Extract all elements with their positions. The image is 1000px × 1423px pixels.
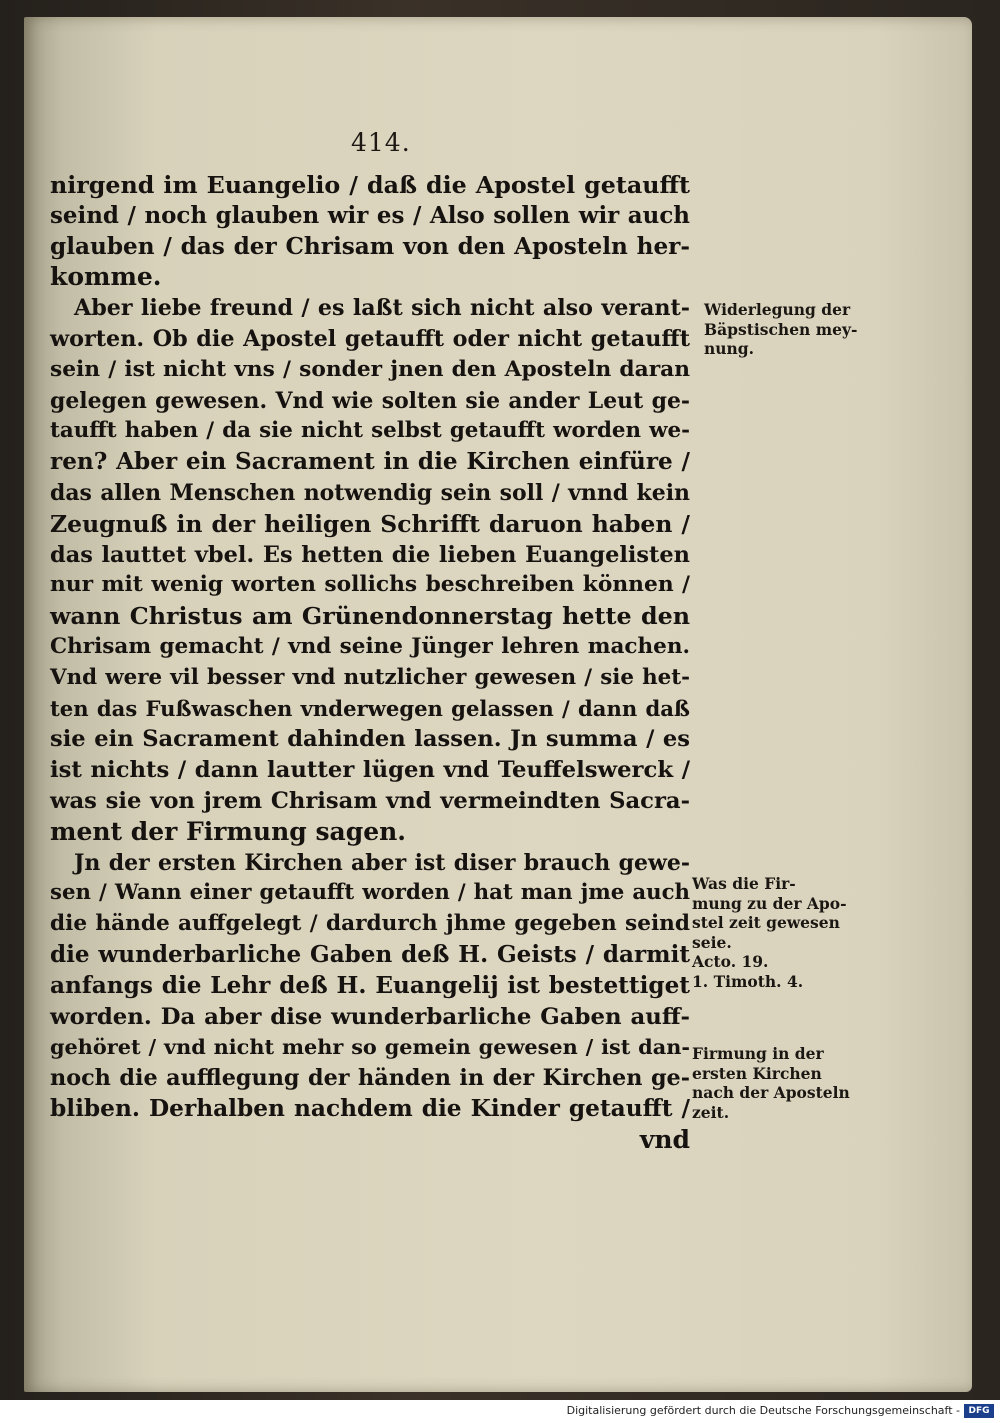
catchword: vnd	[639, 1124, 690, 1154]
text-line: das allen Menschen notwendig sein soll / vnnd kein	[50, 479, 690, 506]
text-line: bliben. Derhalben nachdem die Kinder getaufft /	[50, 1094, 690, 1122]
marginal-note-line: seie.	[692, 932, 732, 952]
marginal-note-line: Was die Fir-	[692, 874, 796, 893]
marginal-note-line: Widerlegung der	[704, 300, 851, 319]
text-line: wann Christus am Grünendonnerstag hette den	[50, 602, 690, 631]
marginal-note-line: Bäpstischen mey-	[704, 319, 858, 339]
text-line: Chrisam gemacht / vnd seine Jünger lehren machen.	[50, 633, 690, 659]
main-text-block	[50, 170, 690, 1156]
marginal-note	[704, 300, 857, 359]
text-line: Jn der ersten Kirchen aber ist diser brauch gewe-	[74, 849, 690, 876]
marginal-note-line: nach der Aposteln	[692, 1083, 850, 1102]
marginal-note-line: ersten Kirchen	[692, 1063, 822, 1083]
digitization-footer	[0, 1400, 1000, 1423]
text-line: taufft haben / da sie nicht selbst getaufft worden we-	[50, 418, 690, 444]
marginal-note	[692, 874, 847, 991]
text-line: Aber liebe freund / es laßt sich nicht also verant-	[74, 295, 690, 322]
text-line: das lauttet vbel. Es hetten die lieben Euangelisten	[50, 541, 690, 568]
text-line: glauben / das der Chrisam von den Aposteln her-	[50, 232, 690, 260]
text-line: nur mit wenig worten sollichs beschreiben können /	[50, 572, 690, 598]
text-line: ren? Aber ein Sacrament in die Kirchen einfüre /	[50, 448, 690, 476]
text-line: noch die aufflegung der händen in der Kirchen ge-	[50, 1065, 690, 1092]
marginal-note-line: Firmung in der	[692, 1044, 824, 1063]
marginal-note	[692, 1044, 850, 1122]
text-line: die wunderbarliche Gaben deß H. Geists / darmit	[50, 940, 690, 968]
text-line: sen / Wann einer getaufft worden / hat man jme auch	[50, 880, 690, 906]
text-line: nirgend im Euangelio / daß die Apostel getaufft	[50, 171, 690, 199]
text-line: anfangs die Lehr deß H. Euangelij ist bestettiget	[50, 971, 690, 999]
marginal-note-line: nung.	[704, 339, 755, 358]
text-line: Zeugnuß in der heiligen Schrifft daruon haben /	[50, 509, 690, 538]
funding-notice: Digitalisierung gefördert durch die Deutsche Forschungsgemeinschaft -	[566, 1404, 960, 1417]
text-line: gelegen gewesen. Vnd wie solten sie ander Leut ge-	[50, 387, 690, 414]
text-line: worden. Da aber dise wunderbarliche Gaben auff-	[50, 1003, 690, 1030]
dfg-logo: DFG	[964, 1404, 994, 1418]
text-line: was sie von jrem Chrisam vnd vermeindten Sacra-	[50, 787, 690, 814]
text-line: worten. Ob die Apostel getaufft oder nicht getaufft	[50, 325, 690, 352]
marginal-note-line: zeit.	[692, 1102, 730, 1122]
text-line: ten das Fußwaschen vnderwegen gelassen / dann daß	[50, 695, 690, 721]
text-line: Vnd were vil besser vnd nutzlicher gewesen / sie het-	[50, 664, 690, 690]
text-line: gehöret / vnd nicht mehr so gemein gewesen / ist dan-	[50, 1034, 690, 1060]
text-line: ist nichts / dann lautter lügen vnd Teuffelswerck /	[50, 757, 690, 784]
text-line: ment der Firmung sagen.	[50, 816, 406, 846]
marginal-note-line: mung zu der Apo-	[692, 893, 847, 913]
marginal-note-line: stel zeit gewesen	[692, 913, 840, 932]
text-line: die hände auffgelegt / dardurch jhme gegeben seind	[50, 911, 690, 937]
text-line: komme.	[50, 262, 162, 292]
marginal-note-line: 1. Timoth. 4.	[692, 971, 804, 991]
text-line: sie ein Sacrament dahinden lassen. Jn summa / es	[50, 726, 690, 753]
text-line: seind / noch glauben wir es / Also sollen wir auch	[50, 201, 690, 229]
page-number: 414.	[351, 128, 411, 157]
marginal-note-line: Acto. 19.	[692, 952, 769, 971]
text-line: sein / ist nicht vns / sonder jnen den Aposteln daran	[50, 356, 690, 382]
